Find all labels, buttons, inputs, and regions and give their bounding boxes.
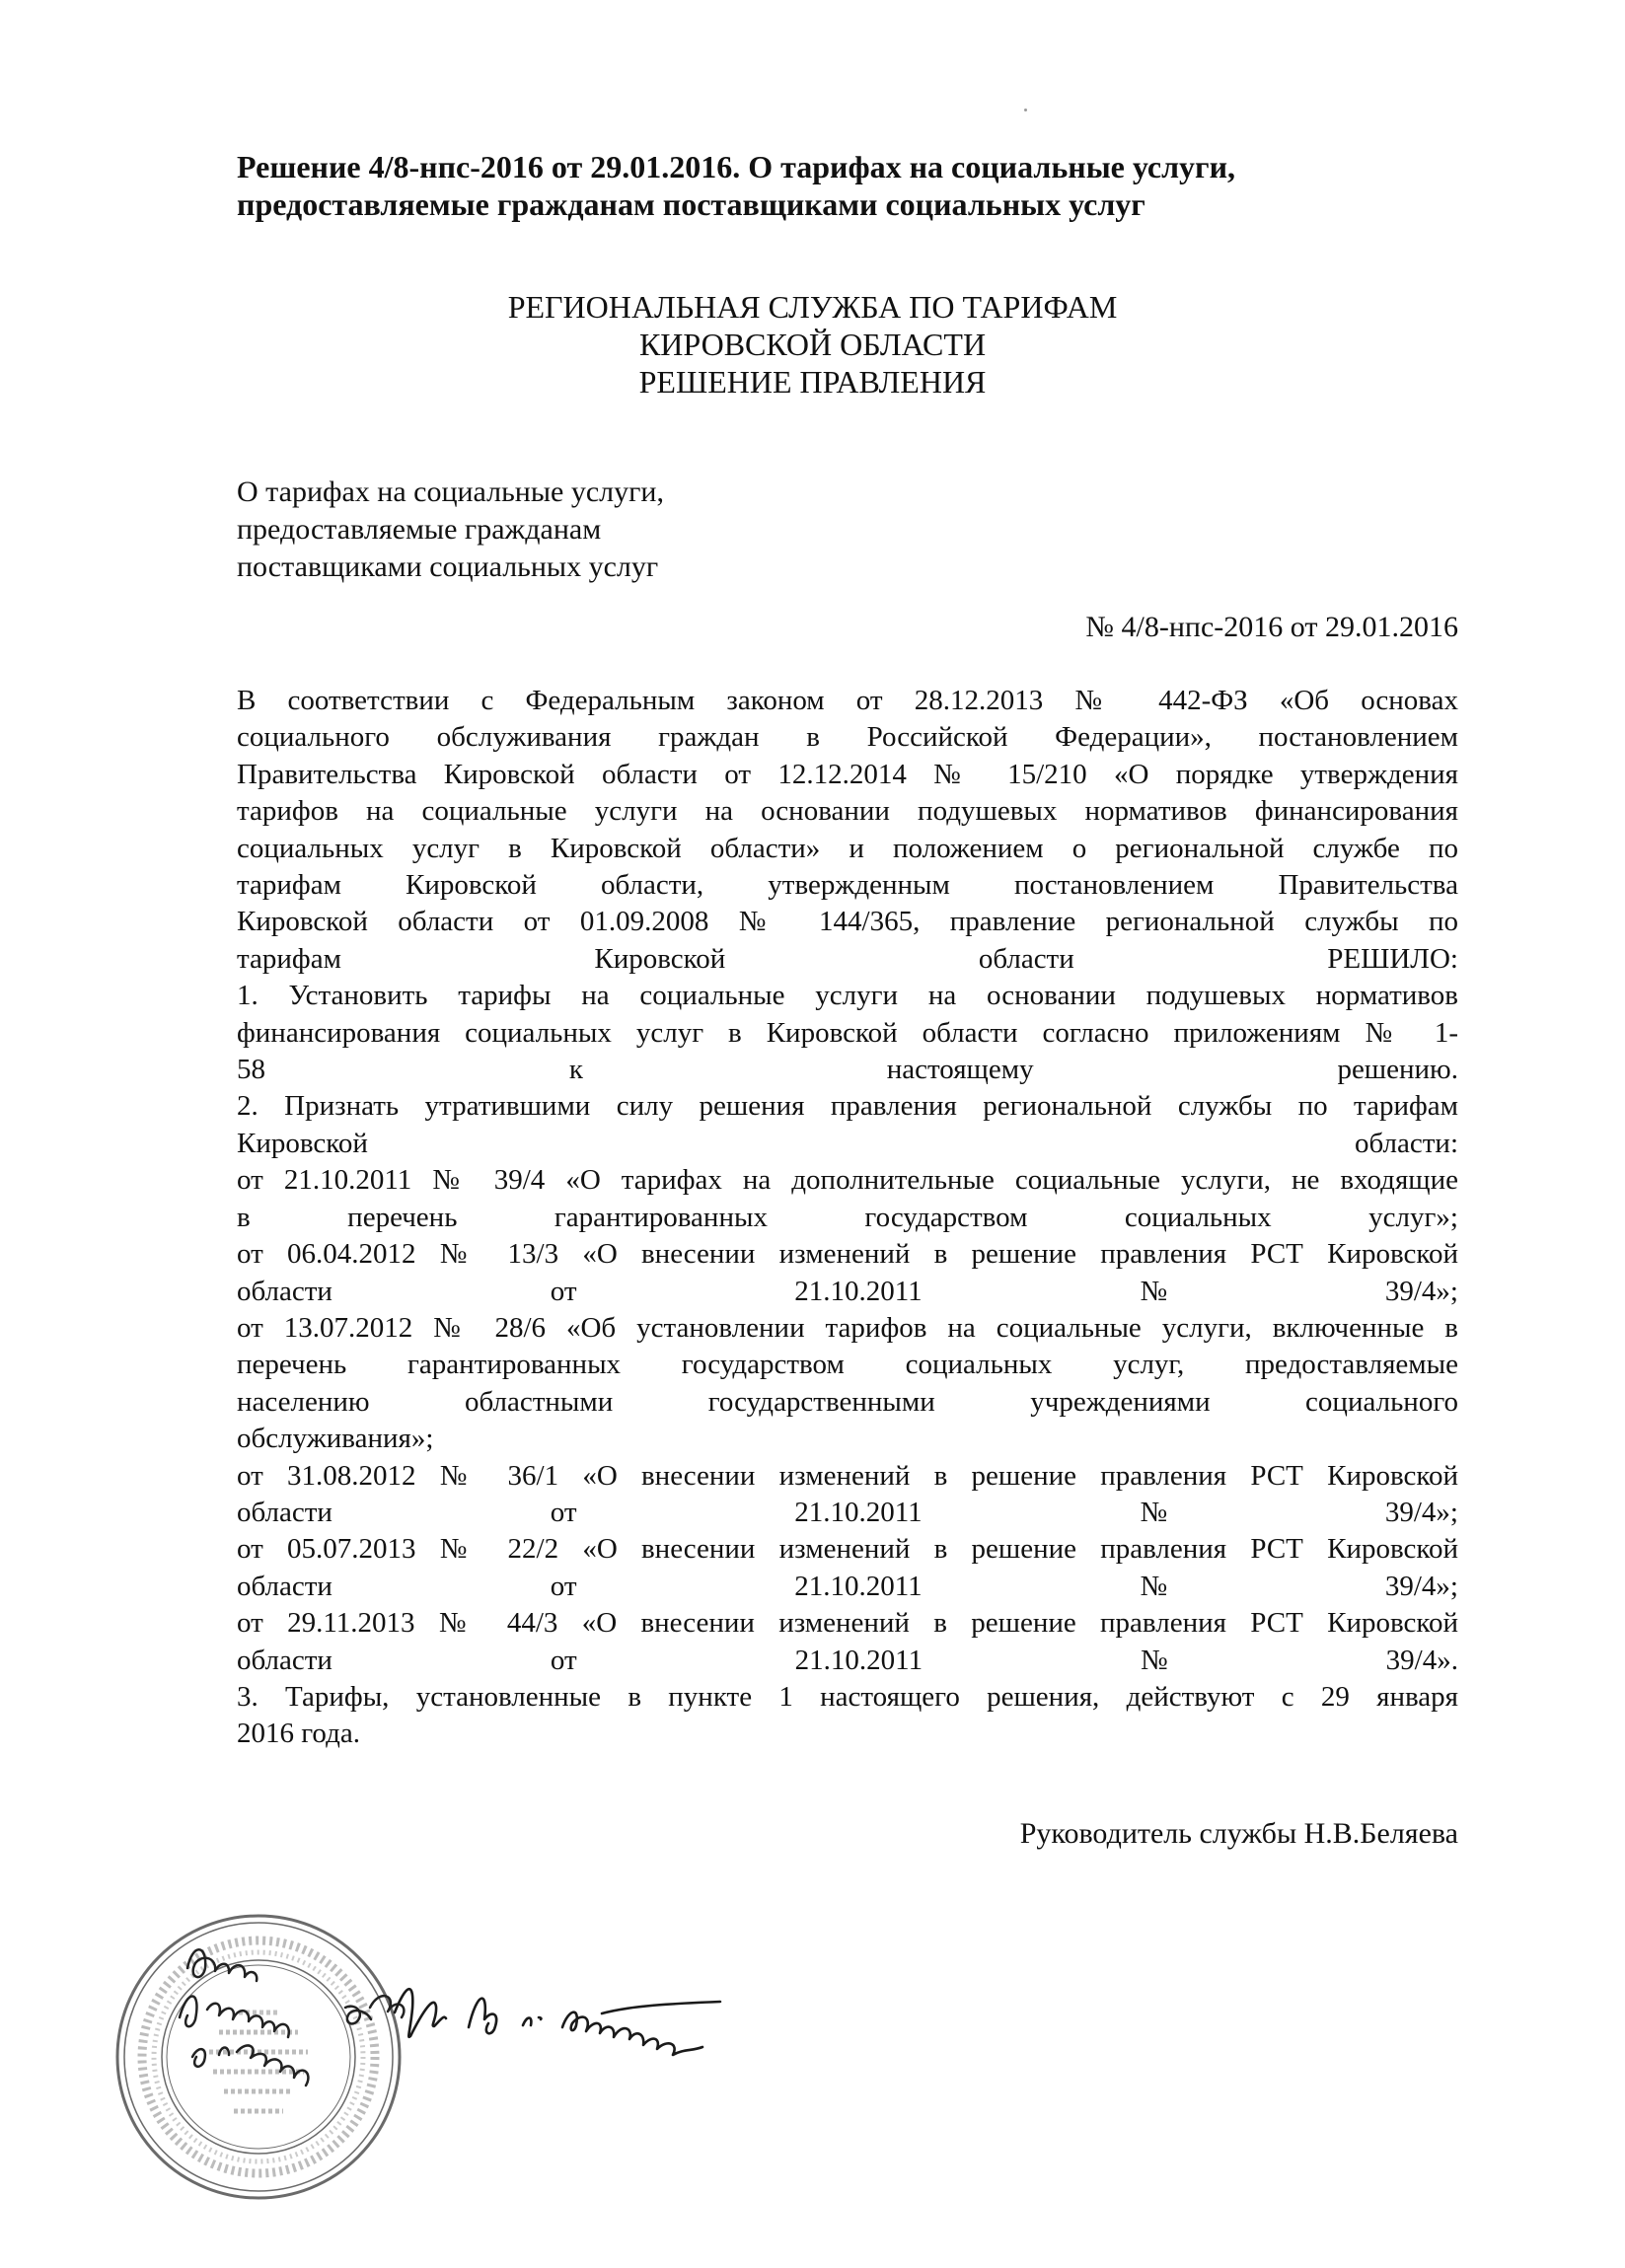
word: социальных xyxy=(1124,1201,1272,1233)
repealed-decision-line xyxy=(237,1200,1458,1236)
signer-line: Руководитель службы Н.В.Беляева xyxy=(1019,1817,1458,1850)
word: области xyxy=(237,1644,332,1676)
word: области xyxy=(978,942,1074,975)
word: № xyxy=(1140,1275,1168,1307)
agency-line: РЕШЕНИЕ ПРАВЛЕНИЯ xyxy=(638,364,987,400)
word: 21.10.2011 xyxy=(794,1570,923,1602)
word: № xyxy=(1140,1496,1168,1528)
word: от xyxy=(550,1570,577,1602)
decision-subject xyxy=(237,474,927,586)
body-line: социального обслуживания граждан в Российской Федерации», постановлением xyxy=(237,721,1458,754)
repealed-decision-line: населению областными государственными учреждениями социального xyxy=(237,1385,1458,1418)
word: 21.10.2011 xyxy=(794,1644,923,1676)
repealed-decision-line: от 21.10.2011 № 39/4 «О тарифах на дополнительные социальные услуги, не входящие xyxy=(237,1164,1458,1197)
agency-line: КИРОВСКОЙ ОБЛАСТИ xyxy=(638,327,987,362)
document-number: № 4/8-нпс-2016 от 29.01.2016 xyxy=(1085,611,1458,643)
word: 39/4»; xyxy=(1384,1275,1458,1307)
agency-line: РЕГИОНАЛЬНАЯ СЛУЖБА ПО ТАРИФАМ xyxy=(507,289,1118,325)
word: Кировской xyxy=(237,1127,368,1159)
word: 39/4»; xyxy=(1384,1570,1458,1602)
decision-body xyxy=(237,683,1458,1753)
word: тарифам xyxy=(237,942,341,975)
word: области xyxy=(237,1496,332,1528)
word: 21.10.2011 xyxy=(794,1496,923,1528)
word: от xyxy=(550,1496,577,1528)
body-line: финансирования социальных услуг в Кировской области согласно приложениям № 1- xyxy=(237,1016,1458,1049)
word: РЕШИЛО: xyxy=(1327,942,1458,975)
word: к xyxy=(568,1054,583,1086)
repealed-decision-line: от 29.11.2013 № 44/3 «О внесении изменений в решение правления РСТ Кировской xyxy=(237,1607,1458,1640)
word: 39/4»; xyxy=(1384,1496,1458,1528)
scan-dot xyxy=(1024,109,1027,111)
body-line: В соответствии с Федеральным законом от 28.12.2013 № 442-ФЗ «Об основах xyxy=(237,685,1458,716)
word: области: xyxy=(1355,1127,1458,1159)
word: гарантированных xyxy=(554,1201,768,1233)
word: государством xyxy=(864,1201,1028,1233)
repealed-decision-line: от 13.07.2012 № 28/6 «Об установлении тарифов на социальные услуги, включенные в xyxy=(237,1311,1458,1344)
body-line: Кировской области от 01.09.2008 № 144/365, правление региональной службы по xyxy=(237,906,1458,938)
body-line: 3. Тарифы, установленные в пункте 1 настоящего решения, действуют с 29 января xyxy=(237,1680,1458,1713)
repealed-decision-line: от 31.08.2012 № 36/1 «О внесении изменений в решение правления РСТ Кировской xyxy=(237,1459,1458,1492)
body-line: Правительства Кировской области от 12.12.2014 № 15/210 «О порядке утверждения xyxy=(237,758,1458,790)
body-line: социальных услуг в Кировской области» и положением о региональной службе по xyxy=(237,832,1458,864)
word: № xyxy=(1141,1644,1168,1676)
word: перечень xyxy=(347,1201,458,1233)
repealed-decision-line xyxy=(237,1569,1458,1605)
repealed-decision-line: от 06.04.2012 № 13/3 «О внесении изменений в решение правления РСТ Кировской xyxy=(237,1238,1458,1271)
document-title xyxy=(237,148,1460,223)
body-line: 1. Установить тарифы на социальные услуги на основании подушевых нормативов xyxy=(237,980,1458,1012)
word: в xyxy=(237,1201,251,1233)
handwritten-signature xyxy=(375,1958,789,2067)
word: Кировской xyxy=(594,942,726,975)
title-line: Решение 4/8-нпс-2016 от 29.01.2016. О тарифах на социальные услуги, xyxy=(237,149,1236,184)
word: настоящему xyxy=(886,1054,1034,1086)
title-line: предоставляемые гражданам поставщиками социальных услуг xyxy=(237,186,1145,222)
resolved-line xyxy=(237,941,1458,978)
body-line: 2016 года. xyxy=(237,1718,360,1750)
repealed-decision-line xyxy=(237,1643,1458,1679)
subject-line: поставщиками социальных услуг xyxy=(237,550,659,583)
body-line xyxy=(237,1052,1458,1088)
subject-line: предоставляемые гражданам xyxy=(237,513,602,546)
word: № xyxy=(1140,1570,1168,1602)
repealed-decision-line: обслуживания»; xyxy=(237,1423,434,1455)
body-line: тарифам Кировской области, утвержденным постановлением Правительства xyxy=(237,869,1458,902)
body-line xyxy=(237,1126,1458,1162)
repealed-decision-line: перечень гарантированных государством социальных услуг, предоставляемые xyxy=(237,1349,1458,1381)
word: области xyxy=(237,1570,332,1602)
subject-line: О тарифах на социальные услуги, xyxy=(237,476,664,508)
word: от xyxy=(550,1644,577,1676)
word: области xyxy=(237,1275,332,1307)
body-line: тарифов на социальные услуги на основании подушевых нормативов финансирования xyxy=(237,795,1458,828)
repealed-decision-line: от 05.07.2013 № 22/2 «О внесении изменений в решение правления РСТ Кировской xyxy=(237,1533,1458,1566)
word: 21.10.2011 xyxy=(794,1275,923,1307)
repealed-decision-line xyxy=(237,1495,1458,1531)
word: 39/4». xyxy=(1385,1644,1458,1676)
repealed-decision-line xyxy=(237,1274,1458,1310)
word: услуг»; xyxy=(1368,1201,1458,1233)
body-line: 2. Признать утратившими силу решения правления региональной службы по тарифам xyxy=(237,1090,1458,1123)
agency-header xyxy=(0,288,1625,401)
word: 58 xyxy=(237,1054,265,1086)
word: решению. xyxy=(1337,1054,1458,1086)
word: от xyxy=(550,1275,577,1307)
